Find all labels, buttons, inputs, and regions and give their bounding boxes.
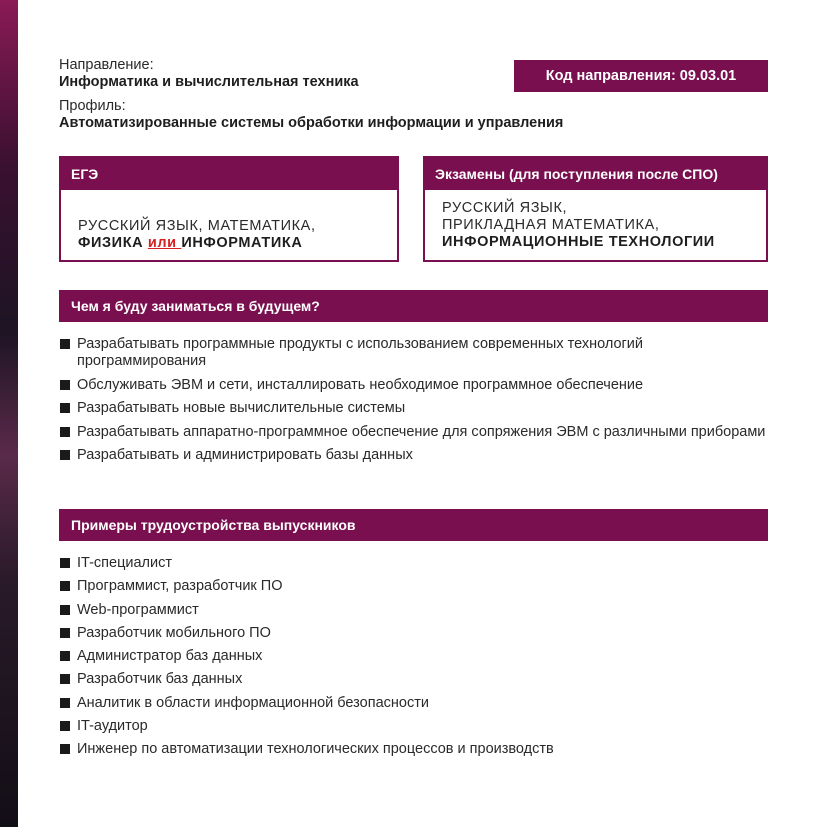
program-header — [59, 57, 564, 132]
bullet-square-icon — [60, 721, 70, 731]
spo-exams-box — [423, 156, 768, 262]
ege-subjects-line1: РУССКИЙ ЯЗЫК, МАТЕМАТИКА, — [78, 218, 316, 234]
list-item: Разработчик баз данных — [59, 671, 768, 688]
bullet-square-icon — [60, 605, 70, 615]
future-activities-list — [59, 336, 768, 471]
spo-subjects-line2: ПРИКЛАДНАЯ МАТЕМАТИКА, — [442, 217, 660, 233]
ege-box — [59, 156, 399, 262]
direction-label: Направление: — [59, 57, 154, 73]
bullet-square-icon — [60, 651, 70, 661]
bullet-square-icon — [60, 403, 70, 413]
ege-physics: ФИЗИКА — [78, 235, 148, 251]
list-item: Разрабатывать новые вычислительные системы — [59, 400, 768, 417]
list-item: Аналитик в области информационной безопасности — [59, 695, 768, 712]
list-item: Web-программист — [59, 602, 768, 619]
ege-title: ЕГЭ — [61, 158, 397, 190]
spo-exams-subjects — [425, 190, 766, 251]
ege-informatics: ИНФОРМАТИКА — [181, 235, 303, 251]
bullet-square-icon — [60, 698, 70, 708]
direction-value: Информатика и вычислительная техника — [59, 74, 359, 90]
bullet-square-icon — [60, 674, 70, 684]
bullet-square-icon — [60, 558, 70, 568]
list-item: Администратор баз данных — [59, 648, 768, 665]
ege-or: или — [147, 235, 182, 251]
spo-subjects-line3: ИНФОРМАЦИОННЫЕ ТЕХНОЛОГИИ — [442, 234, 715, 250]
spo-subjects-line1: РУССКИЙ ЯЗЫК, — [442, 200, 568, 216]
bullet-square-icon — [60, 339, 70, 349]
ege-subjects — [61, 190, 397, 252]
list-item: Инженер по автоматизации технологических процессов и производств — [59, 741, 768, 758]
profile-label: Профиль: — [59, 98, 126, 114]
bullet-square-icon — [60, 581, 70, 591]
list-item: Обслуживать ЭВМ и сети, инсталлировать необходимое программное обеспечение — [59, 377, 768, 394]
bullet-square-icon — [60, 744, 70, 754]
list-item: Разрабатывать программные продукты с использованием современных технологий программирования — [59, 336, 768, 370]
decorative-side-strip — [0, 0, 18, 827]
jobs-section-title: Примеры трудоустройства выпускников — [59, 509, 768, 541]
list-item: IT-специалист — [59, 555, 768, 572]
graduate-jobs-list — [59, 555, 768, 765]
future-section-title: Чем я буду заниматься в будущем? — [59, 290, 768, 322]
bullet-square-icon — [60, 628, 70, 638]
bullet-square-icon — [60, 427, 70, 437]
list-item: Разрабатывать аппаратно-программное обеспечение для сопряжения ЭВМ с различными приборами — [59, 424, 768, 441]
profile-value: Автоматизированные системы обработки информации и управления — [59, 115, 564, 131]
spo-exams-title: Экзамены (для поступления после СПО) — [425, 158, 766, 190]
bullet-square-icon — [60, 450, 70, 460]
list-item: IT-аудитор — [59, 718, 768, 735]
list-item: Программист, разработчик ПО — [59, 578, 768, 595]
bullet-square-icon — [60, 380, 70, 390]
list-item: Разрабатывать и администрировать базы данных — [59, 447, 768, 464]
direction-code-badge: Код направления: 09.03.01 — [514, 60, 768, 92]
list-item: Разработчик мобильного ПО — [59, 625, 768, 642]
